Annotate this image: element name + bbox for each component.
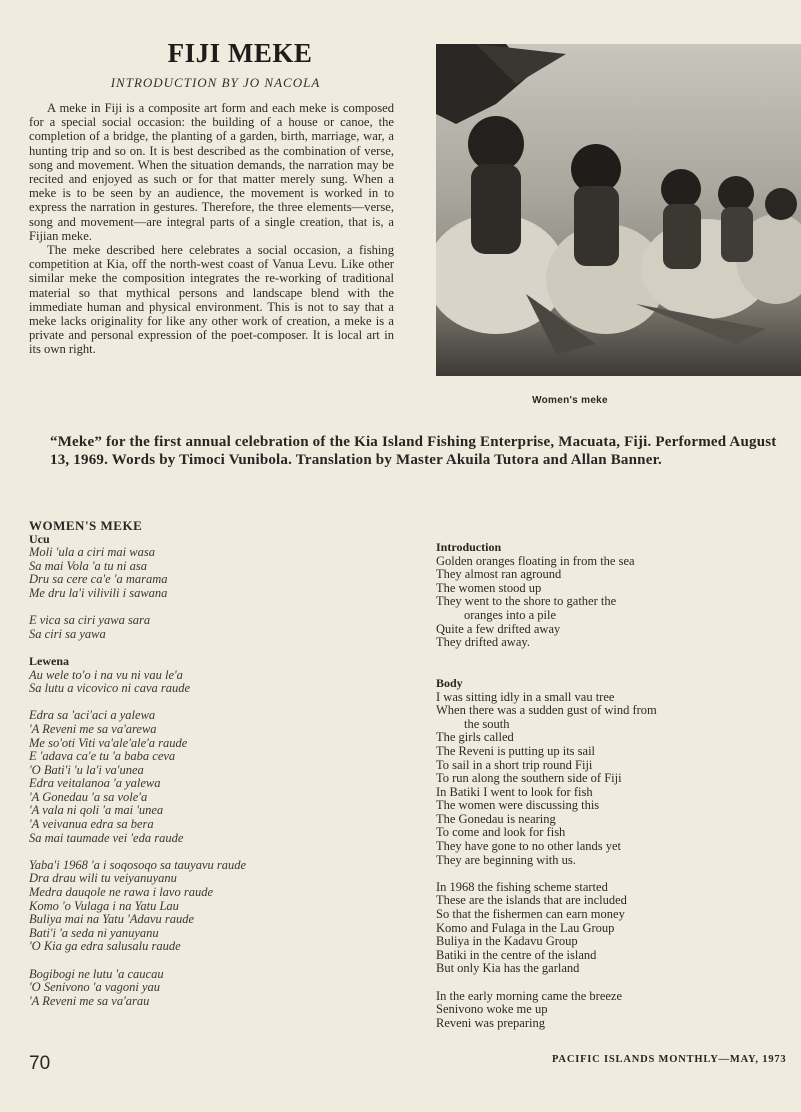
- ucu-heading: Ucu: [29, 531, 50, 546]
- verse-line: Buliya in the Kadavu Group: [436, 934, 578, 949]
- verse-line: I was sitting idly in a small vau tree: [436, 689, 615, 704]
- verse-line: oranges into a pile: [464, 607, 556, 622]
- verse-line: E vica sa ciri yawa sara: [29, 613, 151, 628]
- verse-line: Buliya mai na Yatu 'Adavu raude: [29, 912, 195, 927]
- womens-meke-heading: WOMEN'S MEKE: [29, 518, 143, 533]
- body-verse-2: [436, 731, 791, 867]
- lewena-verse-1: [29, 669, 424, 696]
- verse-line: Au wele to'o i na vu ni vau le'a: [29, 667, 183, 682]
- introduction-text: [29, 101, 394, 357]
- verse-line: They are beginning with us.: [436, 852, 576, 867]
- lewena-verse-4: [29, 968, 424, 1009]
- verse-line: Quite a few drifted away: [436, 621, 561, 636]
- verse-line: To come and look for fish: [436, 825, 566, 840]
- verse-line: They have gone to no other lands yet: [436, 839, 622, 854]
- verse-line: 'A veivanua edra sa bera: [29, 817, 154, 832]
- introduction-verse: [436, 555, 791, 650]
- verse-line: When there was a sudden gust of wind from: [436, 703, 657, 718]
- verse-line: Senivono woke me up: [436, 1002, 548, 1017]
- verse-line: They almost ran aground: [436, 567, 562, 582]
- verse-line: Sa lutu a vicovico ni cava raude: [29, 681, 191, 696]
- article-title: FIJI MEKE: [167, 38, 313, 68]
- verse-line: The women stood up: [436, 580, 542, 595]
- verse-line: Dru sa cere ca'e 'a marama: [29, 572, 168, 587]
- english-translation-column: [436, 541, 791, 1030]
- womens-meke-photo: [436, 44, 801, 376]
- verse-line: In Batiki I went to look for fish: [436, 784, 593, 799]
- meke-headline: “Meke” for the first annual celebration of the Kia Island Fishing Enterprise, Macuata, Fiji. Performed August 13, 1969. Words by Timoci Vunibola. Translation by Master Akuila Tutora and Allan Banner.: [50, 434, 777, 468]
- introduction-byline: INTRODUCTION BY JO NACOLA: [110, 75, 321, 90]
- verse-line: 'A Gonedau 'a sa vole'a: [29, 789, 148, 804]
- body-verse-4: [436, 990, 791, 1031]
- lewena-heading: Lewena: [29, 653, 69, 668]
- verse-line: Sa mai taumade vei 'eda raude: [29, 830, 184, 845]
- verse-line: 'A Reveni me sa va'arewa: [29, 721, 157, 736]
- verse-line: Bogibogi ne lutu 'a caucau: [29, 966, 164, 981]
- page-number: 70: [29, 1053, 51, 1074]
- verse-line: These are the islands that are included: [436, 893, 627, 908]
- verse-line: The Gonedau is nearing: [436, 811, 556, 826]
- verse-line: Bati'i 'a seda ni yanuyanu: [29, 925, 159, 940]
- verse-line: The girls called: [436, 730, 514, 745]
- verse-line: 'A vala ni qoli 'a mai 'unea: [29, 803, 164, 818]
- verse-line: Komo 'o Vulaga i na Yatu Lau: [29, 898, 179, 913]
- ucu-verse: [29, 546, 424, 600]
- body-verse-1: [436, 691, 791, 732]
- verse-line: The women were discussing this: [436, 798, 600, 813]
- body-verse-3: [436, 881, 791, 976]
- verse-line: Me dru la'i vilivili i sawana: [29, 585, 168, 600]
- verse-line: Moli 'ula a ciri mai wasa: [29, 545, 155, 560]
- introduction-heading: Introduction: [436, 540, 502, 554]
- verse-line: the south: [464, 716, 510, 731]
- photo-image: [436, 44, 801, 376]
- verse-line: Sa mai Vola 'a tu ni asa: [29, 558, 147, 573]
- verse-line: Komo and Fulaga in the Lau Group: [436, 920, 615, 935]
- lewena-verse-2: [29, 709, 424, 845]
- verse-line: The Reveni is putting up its sail: [436, 743, 596, 758]
- verse-line: Me so'oti Viti va'ale'ale'a raude: [29, 735, 188, 750]
- verse-line: Golden oranges floating in from the sea: [436, 553, 635, 568]
- verse-line: To sail in a short trip round Fiji: [436, 757, 593, 772]
- verse-line: 'O Senivono 'a vagoni yau: [29, 980, 161, 995]
- verse-line: E 'adava ca'e tu 'a baba ceva: [29, 749, 176, 764]
- verse-line: To run along the southern side of Fiji: [436, 771, 622, 786]
- verse-line: Dra drau wili tu veiyanuyanu: [29, 871, 177, 886]
- verse-line: 'O Kia ga edra salusalu raude: [29, 939, 181, 954]
- verse-line: They went to the shore to gather the: [436, 594, 617, 609]
- verse-line: Batiki in the centre of the island: [436, 947, 597, 962]
- publication-footer: PACIFIC ISLANDS MONTHLY—MAY, 1973: [552, 1054, 787, 1065]
- body-heading: Body: [436, 675, 463, 690]
- verse-line: 'A Reveni me sa va'arau: [29, 993, 150, 1008]
- photo-caption: Women's meke: [532, 395, 608, 406]
- verse-line: They drifted away.: [436, 635, 530, 650]
- verse-line: Reveni was preparing: [436, 1015, 545, 1030]
- ucu-refrain: [29, 614, 424, 641]
- fijian-text-column: [29, 519, 424, 1008]
- verse-line: Edra veitalanoa 'a yalewa: [29, 776, 161, 791]
- verse-line: But only Kia has the garland: [436, 961, 580, 976]
- verse-line: Yaba'i 1968 'a i soqosoqo sa tauyavu raude: [29, 857, 247, 872]
- verse-line: In the early morning came the breeze: [436, 988, 623, 1003]
- verse-line: In 1968 the fishing scheme started: [436, 879, 608, 894]
- intro-paragraph-2: The meke described here celebrates a social occasion, a fishing competition at Kia, off the north-west coast of Vanua Levu. Like other similar meke the composition integrates the re-working of traditional material so that mythical persons and landscape blend with the immediate human and physical environment. This is not to say that a meke lacks originality for like any other work of creation, a meke is a private and personal expression of the poet-composer. It is local art in its own right.: [29, 243, 394, 357]
- verse-line: Sa ciri sa yawa: [29, 626, 106, 641]
- verse-line: Medra dauqole ne rawa i lavo raude: [29, 885, 214, 900]
- lewena-verse-3: [29, 859, 424, 954]
- intro-paragraph-1: A meke in Fiji is a composite art form and each meke is composed for a special social occasion: the building of a house or canoe, the completion of a bridge, the planting of a garden, birth, marriage, war, a hunting trip and so on. It is best described as the combination of verse, song and movement. When the situation demands, the narration may be recited and enjoyed as such or for that matter merely sung. When a meke is to be seen by an audience, the movement is worked in to express the narration in gestures. Therefore, the three elements—verse, song and movement—are integral parts of a single creation, that is, a Fijian meke.: [29, 101, 394, 243]
- verse-line: Edra sa 'aci'aci a yalewa: [29, 708, 156, 723]
- verse-line: 'O Bati'i 'u la'i va'unea: [29, 762, 144, 777]
- verse-line: So that the fishermen can earn money: [436, 907, 625, 922]
